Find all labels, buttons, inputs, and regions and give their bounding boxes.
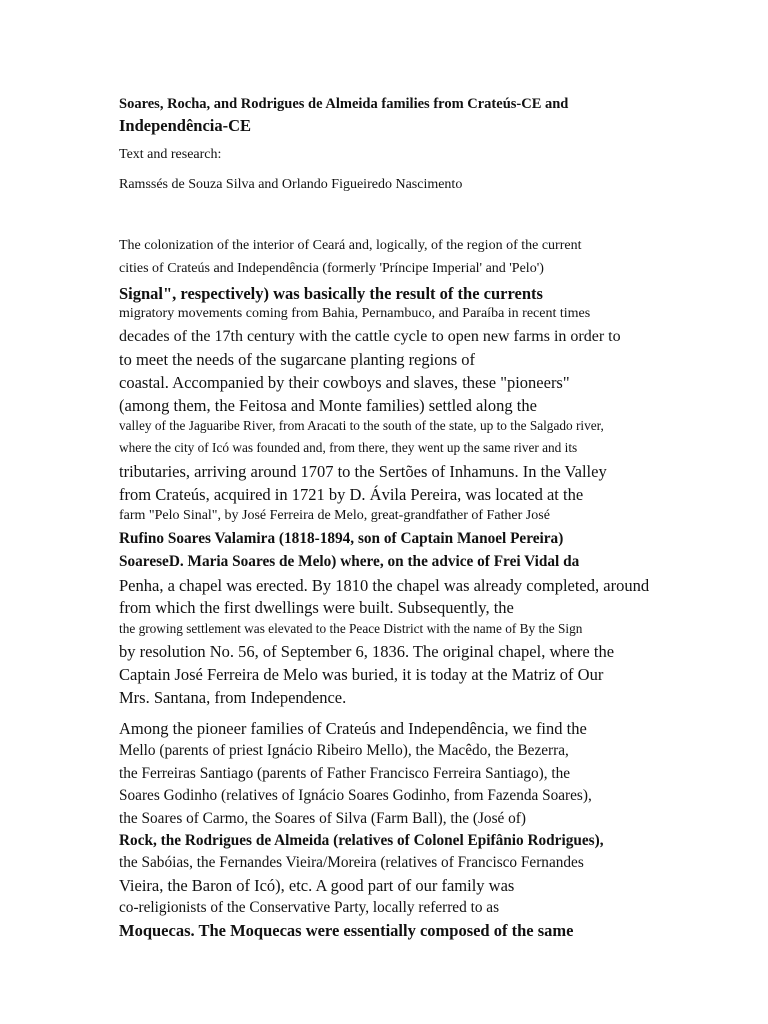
paragraph-line: where the city of Icó was founded and, from there, they went up the same river and its xyxy=(119,440,578,455)
paragraph-line: from which the first dwellings were built. Subsequently, the xyxy=(119,598,514,617)
credits-authors: Ramssés de Souza Silva and Orlando Figueiredo Nascimento xyxy=(119,177,463,192)
credits-label: Text and research: xyxy=(119,147,222,162)
paragraph-line: coastal. Accompanied by their cowboys and slaves, these "pioneers" xyxy=(119,373,570,392)
paragraph-line: valley of the Jaguaribe River, from Aracati to the south of the state, up to the Salgado river, xyxy=(119,418,604,433)
paragraph-line: Mrs. Santana, from Independence. xyxy=(119,688,347,707)
paragraph-line: by resolution No. 56, of September 6, 1836. The original chapel, where the xyxy=(119,642,615,661)
paragraph-line: the Soares of Carmo, the Soares of Silva (Farm Ball), the (José of) xyxy=(119,810,526,827)
paragraph-line: Rufino Soares Valamira (1818-1894, son of Captain Manoel Pereira) xyxy=(119,530,564,547)
paragraph-line: Vieira, the Baron of Icó), etc. A good part of our family was xyxy=(119,876,515,895)
paragraph-line: Among the pioneer families of Crateús and Independência, we find the xyxy=(119,719,587,738)
paragraph-line: Rock, the Rodrigues de Almeida (relatives of Colonel Epifânio Rodrigues), xyxy=(119,832,604,849)
paragraph-line: the Ferreiras Santiago (parents of Father Francisco Ferreira Santiago), the xyxy=(119,765,571,782)
paragraph-line: migratory movements coming from Bahia, Pernambuco, and Paraíba in recent times xyxy=(119,306,591,321)
paragraph-line: (among them, the Feitosa and Monte families) settled along the xyxy=(119,396,537,415)
paragraph-line: farm "Pelo Sinal", by José Ferreira de Melo, great-grandfather of Father José xyxy=(119,508,550,523)
paragraph-line: from Crateús, acquired in 1721 by D. Ávila Pereira, was located at the xyxy=(119,485,584,504)
paragraph-line: tributaries, arriving around 1707 to the Sertões of Inhamuns. In the Valley xyxy=(119,462,607,481)
paragraph-line: to meet the needs of the sugarcane planting regions of xyxy=(119,350,476,369)
paragraph-line: The colonization of the interior of Ceará and, logically, of the region of the current xyxy=(119,238,582,253)
paragraph-line: Soares Godinho (relatives of Ignácio Soares Godinho, from Fazenda Soares), xyxy=(119,787,592,804)
paragraph-line: Mello (parents of priest Ignácio Ribeiro Mello), the Macêdo, the Bezerra, xyxy=(119,742,569,759)
paragraph-line: the growing settlement was elevated to the Peace District with the name of By the Sign xyxy=(119,621,583,636)
document-title xyxy=(119,93,679,137)
paragraph-line: SoaresеD. Maria Soares de Melo) where, on the advice of Frei Vidal da xyxy=(119,553,580,570)
paragraph-line: Moquecas. The Moquecas were essentially composed of the same xyxy=(119,921,574,940)
title-line-1: Soares, Rocha, and Rodrigues de Almeida families from Crateús-CE and xyxy=(119,96,569,112)
paragraph-line: decades of the 17th century with the cattle cycle to open new farms in order to xyxy=(119,328,621,345)
title-line-2: Independência-CE xyxy=(119,116,252,135)
paragraph-line: Captain José Ferreira de Melo was buried, it is today at the Matriz of Our xyxy=(119,665,604,684)
paragraph-line: Signal", respectively) was basically the result of the currents xyxy=(119,284,543,303)
paragraph-line: the Sabóias, the Fernandes Vieira/Moreira (relatives of Francisco Fernandes xyxy=(119,854,584,871)
paragraph-line: cities of Crateús and Independência (formerly 'Príncipe Imperial' and 'Pelo') xyxy=(119,261,544,276)
paragraph-line: Penha, a chapel was erected. By 1810 the chapel was already completed, around xyxy=(119,576,650,595)
paragraph-line: co-religionists of the Conservative Party, locally referred to as xyxy=(119,899,500,916)
